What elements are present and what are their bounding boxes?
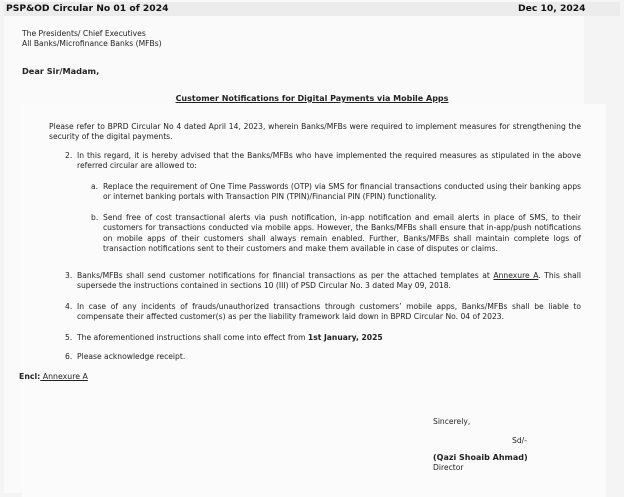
paragraph-5-text: The aforementioned instructions shall come into effect from [77,333,308,342]
addressee-line-1: The Presidents/ Chief Executives [22,29,146,38]
enclosure-label: Encl: [19,372,41,381]
effective-date: 1st January, 2025 [307,333,383,342]
intro-paragraph: Please refer to BPRD Circular No 4 dated April 14, 2023, wherein Banks/MFBs were required to implement measures for strengthening the security of the digital payments. [49,122,581,142]
paragraph-3-text-start: Banks/MFBs shall send customer notifications for financial transactions as per the attached templates at [77,271,494,280]
salutation: Dear Sir/Madam, [22,66,100,76]
paragraph-5-number: 5. [65,333,73,342]
circular-header-bar [4,2,620,16]
paragraph-3 [77,271,581,292]
signature-closing: Sincerely, [433,417,471,426]
paragraph-2b-letter: b. [91,213,99,222]
paragraph-2a-letter: a. [91,182,99,191]
signatory-title: Director [433,463,464,472]
enclosure-line [19,372,88,381]
paragraph-3-text-end: . This shall supersede the instructions contained in sections 10 (III) of PSD Circular No. 3 dated May 09, 2018. [77,271,581,291]
paragraph-3-number: 3. [65,271,73,280]
paragraph-2a: Replace the requirement of One Time Passwords (OTP) via SMS for financial transactions conducted using their banking apps or internet banking portals with Transaction PIN (TPIN)/Financial PIN (FPIN) functionality. [103,182,581,202]
addressee-block [22,29,162,49]
enclosure-annexure-link[interactable]: Annexure A [40,372,88,381]
paragraph-5 [77,333,581,343]
circular-title: PSP&OD Circular No 01 of 2024 [6,3,169,14]
signature-signed: Sd/- [512,436,527,445]
paragraph-2b: Send free of cost transactional alerts via push notification, in-app notification and email alerts in place of SMS, to their customers for transactions conducted via mobile apps. However, the Banks/MFBs shall ensure that in-app/push notifications on mobile apps of their customers shall always remain enabled. Further, Banks/MFBs shall maintain complete logs of transaction notifications sent to their customers and make them available in case of disputes or claims. [103,213,581,254]
subject-heading: Customer Notifications for Digital Payments via Mobile Apps [175,94,449,103]
paragraph-2-number: 2. [65,151,73,160]
annexure-a-link[interactable]: Annexure A [493,271,539,280]
paragraph-4: In case of any incidents of frauds/unauthorized transactions through customers’ mobile apps, Banks/MFBs shall be liable to compensate their affected customer(s) as per the liability framework laid down in BPRD Circular No. 04 of 2023. [77,302,581,322]
paragraph-4-number: 4. [65,302,73,311]
circular-date: Dec 10, 2024 [518,3,586,14]
addressee-line-2: All Banks/Microfinance Banks (MFBs) [22,39,162,48]
paragraph-6: Please acknowledge receipt. [77,352,186,361]
paragraph-6-number: 6. [65,352,73,361]
paragraph-2: In this regard, it is hereby advised that the Banks/MFBs who have implemented the required measures as stipulated in the above referred circular are allowed to: [77,151,581,171]
signatory-name: (Qazi Shoaib Ahmad) [433,453,528,462]
